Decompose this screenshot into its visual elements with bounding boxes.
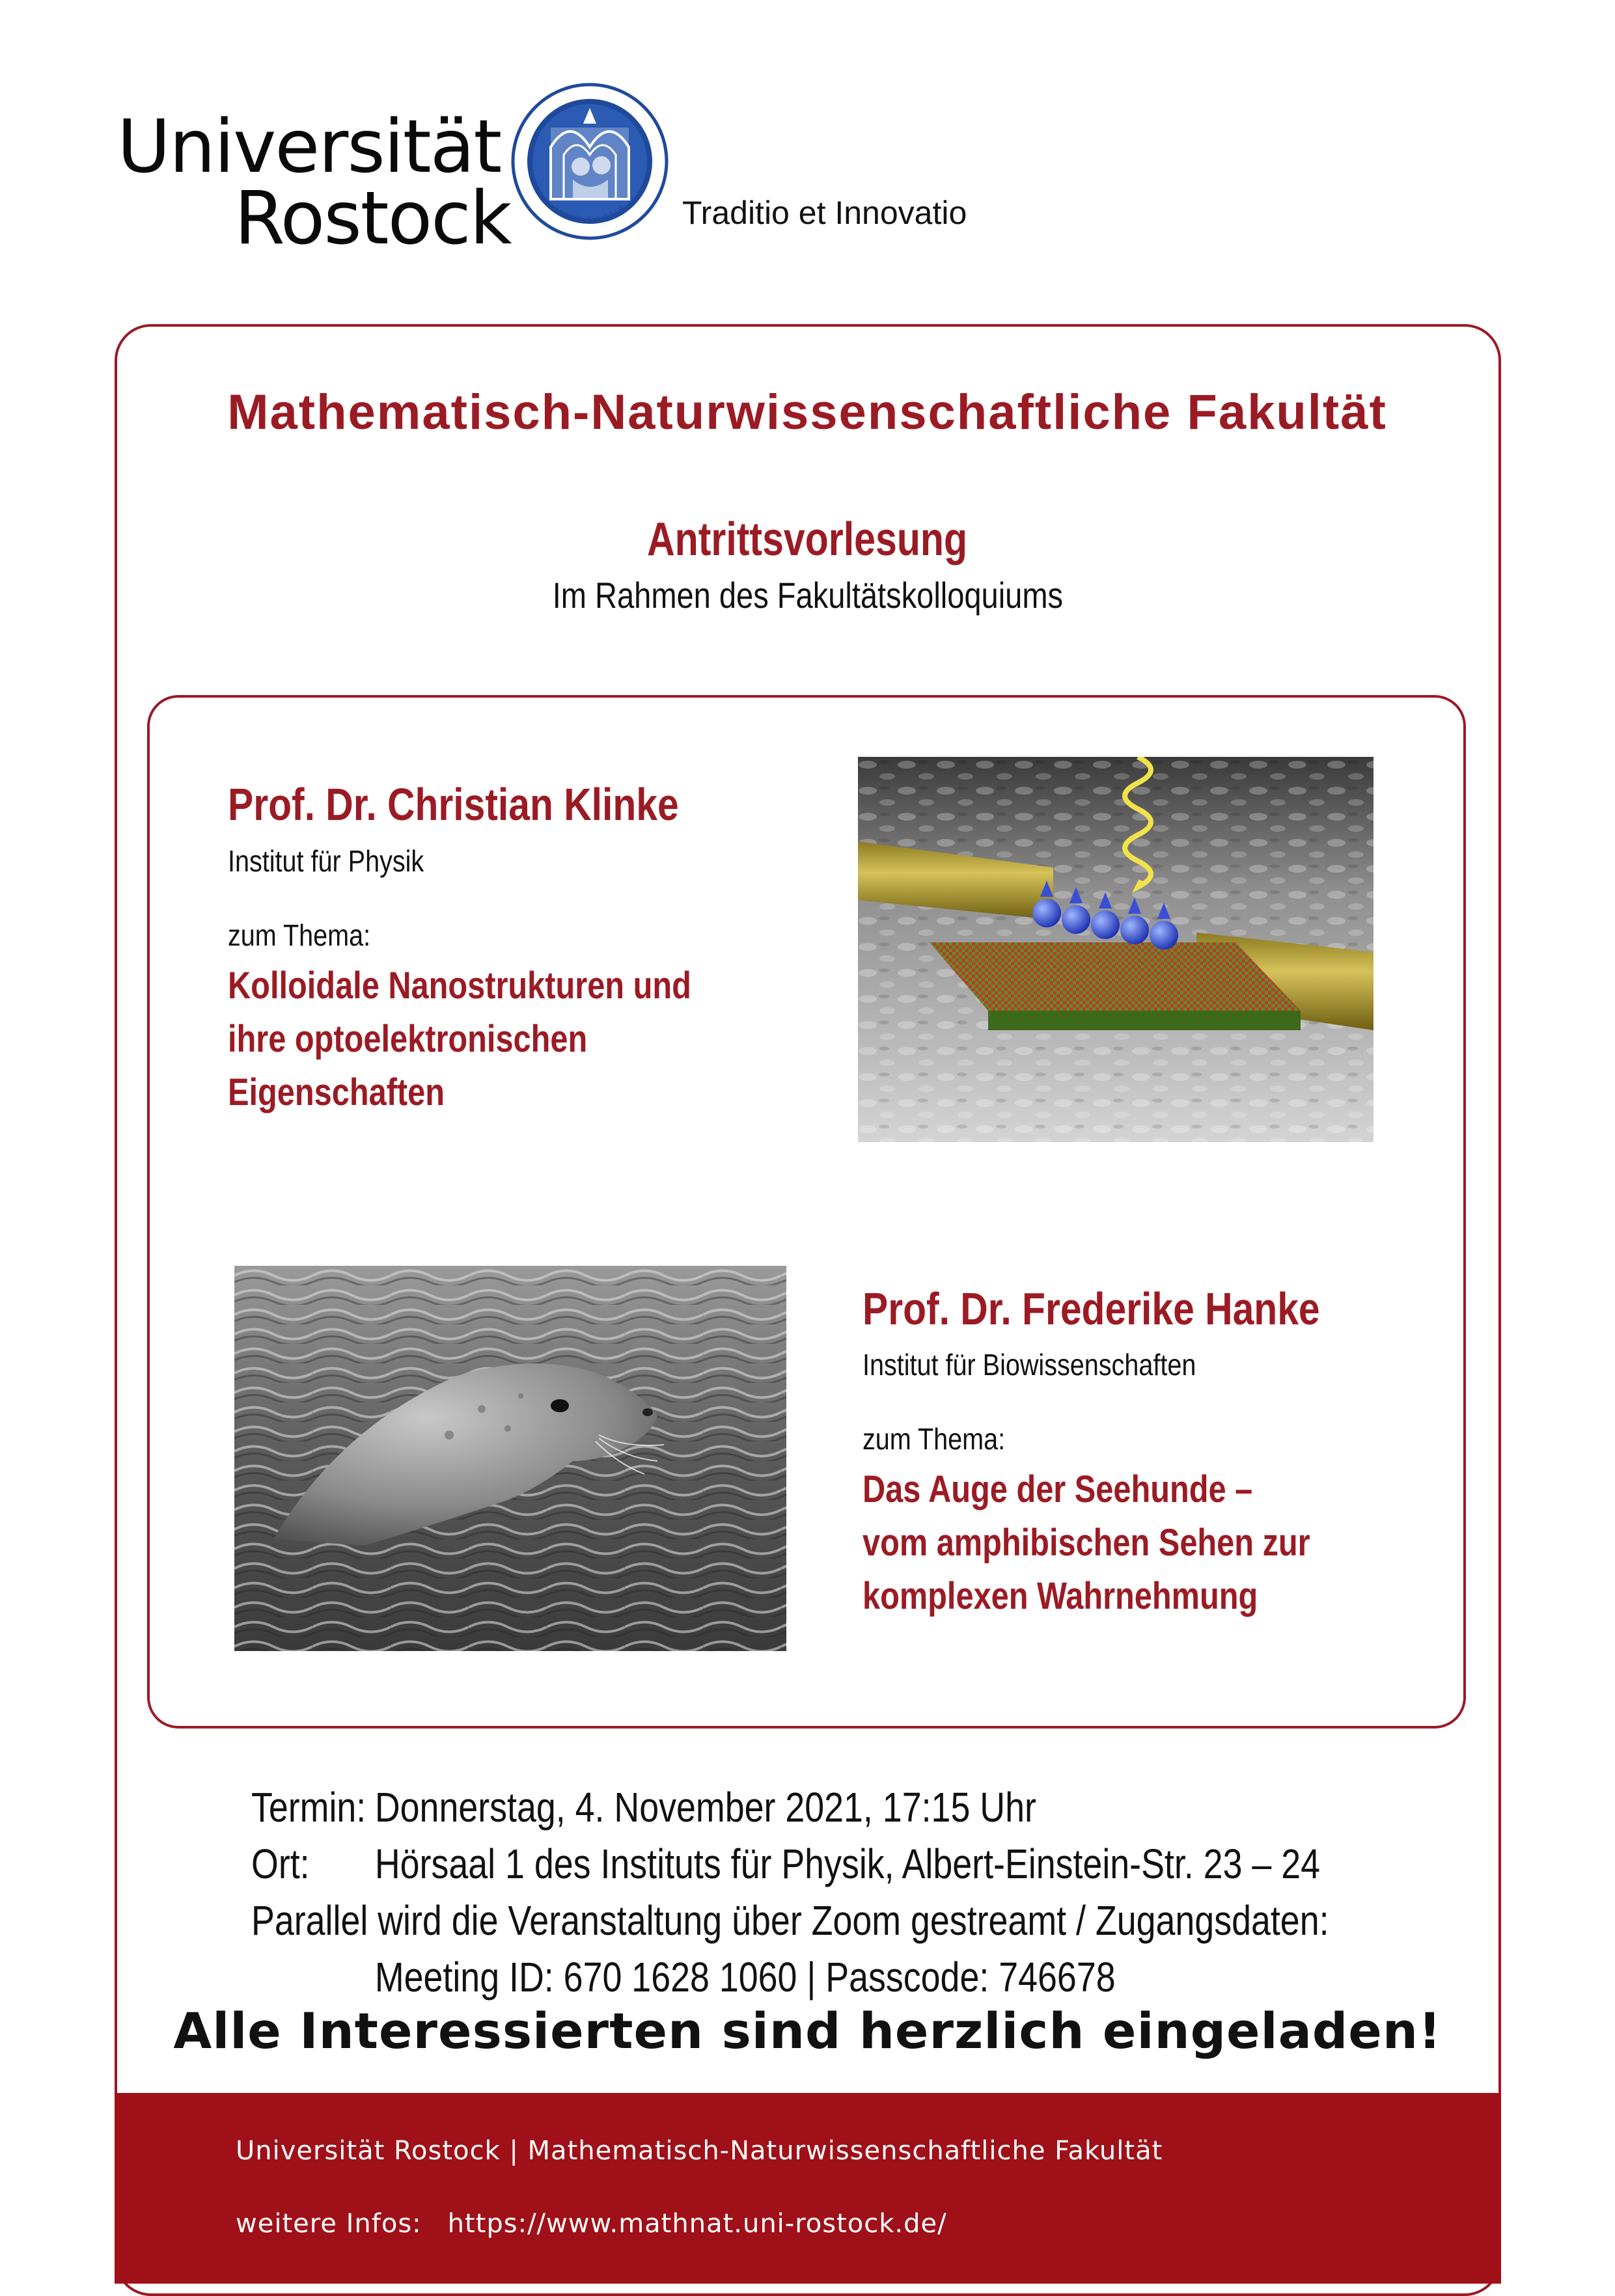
university-motto: Traditio et Innovatio	[682, 195, 967, 231]
lecture-subtitle-text: Im Rahmen des Fakultätskolloquiums	[552, 575, 1063, 616]
speaker-1-topic-line: ihre optoelektronischen	[228, 1018, 588, 1060]
speaker-1-topic-line: Eigenschaften	[228, 1071, 445, 1114]
university-seal-icon	[510, 82, 669, 241]
logo-line-universitaet: Universität	[117, 105, 501, 189]
info-meeting-row	[251, 1953, 1280, 2001]
ort-value: Hörsaal 1 des Instituts für Physik, Albert-Einstein-Str. 23 – 24	[374, 1840, 1321, 1887]
speaker-1-institute	[228, 843, 456, 879]
speaker-2-topic-intro	[863, 1421, 1028, 1456]
speaker-1-name	[228, 778, 765, 830]
speaker-2-name	[863, 1283, 1407, 1335]
logo-line-rostock: Rostock	[234, 176, 511, 261]
speaker-2-topic-intro-text: zum Thema:	[863, 1422, 1006, 1456]
speaker-2-name-text: Prof. Dr. Frederike Hanke	[863, 1283, 1320, 1334]
parallel-text: Parallel wird die Veranstaltung über Zoom gestreamt / Zugangsdaten:	[251, 1897, 1329, 1944]
footer-info-line	[236, 2209, 947, 2239]
termin-value: Donnerstag, 4. November 2021, 17:15 Uhr	[374, 1784, 1036, 1831]
speaker-2-topic-line: Das Auge der Seehunde –	[863, 1468, 1253, 1510]
meeting-text: Meeting ID: 670 1628 1060 | Passcode: 746678	[374, 1954, 1116, 2001]
footer-organization: Universität Rostock | Mathematisch-Naturwissenschaftliche Fakultät	[236, 2136, 1163, 2166]
info-termin-row	[251, 1783, 1186, 1831]
speaker-2-topic	[863, 1463, 1396, 1623]
ort-label: Ort:	[251, 1840, 310, 1887]
university-logo-text	[117, 105, 511, 261]
speaker-1-name-text: Prof. Dr. Christian Klinke	[228, 779, 679, 830]
lecture-subtitle	[0, 574, 1615, 616]
speaker-1-topic-line: Kolloidale Nanostrukturen und	[228, 964, 691, 1007]
speaker-1-topic	[228, 959, 780, 1119]
nanostructure-illustration	[858, 757, 1373, 1142]
invitation-text: Alle Interessierten sind herzlich eingeladen!	[173, 2002, 1442, 2060]
info-parallel-row	[251, 1896, 1534, 1945]
speaker-2-topic-line: komplexen Wahrnehmung	[863, 1575, 1258, 1617]
speaker-1-institute-text: Institut für Physik	[228, 844, 424, 878]
footer-url-link[interactable]: https://www.mathnat.uni-rostock.de/	[447, 2209, 947, 2239]
footer-info-label: weitere Infos:	[236, 2209, 422, 2239]
info-ort-row	[251, 1840, 1524, 1888]
lecture-type-heading	[0, 513, 1615, 566]
seal-photo	[234, 1266, 786, 1651]
speaker-2-topic-line: vom amphibischen Sehen zur	[863, 1522, 1310, 1564]
speaker-2-institute	[863, 1347, 1250, 1382]
speaker-2-institute-text: Institut für Biowissenschaften	[863, 1348, 1196, 1382]
lecture-type-text: Antrittsvorlesung	[647, 513, 968, 566]
speaker-1-topic-intro-text: zum Thema:	[228, 918, 371, 952]
speaker-1-topic-intro	[228, 918, 394, 953]
seal-text: gegründet 1419	[551, 202, 628, 225]
termin-label: Termin:	[251, 1784, 366, 1831]
faculty-title: Mathematisch-Naturwissenschaftliche Fakultät	[227, 385, 1387, 440]
footer-bar	[115, 2093, 1501, 2284]
